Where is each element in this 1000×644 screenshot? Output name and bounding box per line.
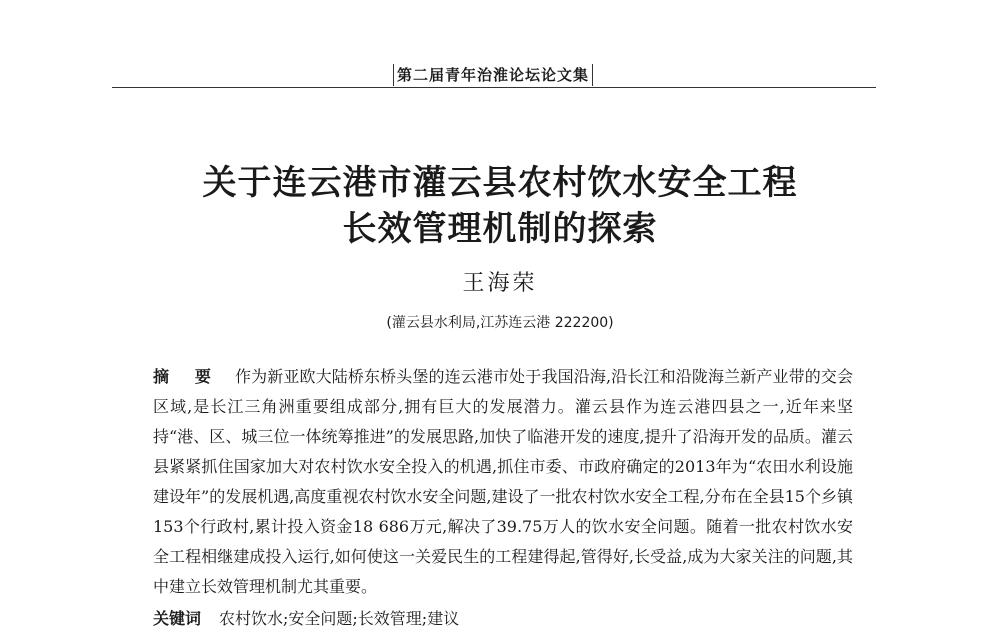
abstract-text: 作为新亚欧大陆桥东桥头堡的连云港市处于我国沿海,沿长江和沿陇海兰新产业带的交会区域,是长江三角洲重要组成部分,拥有巨大的发展潜力。灌云县作为连云港四县之一,近年来坚持“港、区、城三位一体统筹推进”的发展思路,加快了临港开发的速度,提升了沿海开发的品质。灌云县紧紧抓住国家加大对农村饮水安全投入的机遇,抓住市委、市政府确定的2013年为“农田水利设施建设年”的发展机遇,高度重视农村饮水安全问题,建设了一批农村饮水安全工程,分布在全县15个乡镇153个行政村,累计投入资金18 686万元,解决了39.75万人的饮水安全问题。随着一批农村饮水安全工程相继建成投入运行,如何使这一关爱民生的工程建得起,管得好,长受益,成为大家关注的问题,其中建立长效管理机制尤其重要。 (153, 367, 853, 596)
abstract (153, 362, 853, 602)
author-name: 王海荣 (462, 271, 538, 296)
paper-title-line-2: 长效管理机制的探索 (342, 209, 658, 249)
header-rule (112, 87, 876, 88)
paper-title-line-1: 关于连云港市灌云县农村饮水安全工程 (202, 163, 798, 203)
keywords (153, 605, 853, 633)
author-affiliation: (灌云县水利局,江苏连云港 222200) (386, 315, 614, 331)
running-header: 第二届青年治淮论坛论文集 (393, 64, 593, 86)
keywords-label: 关键词 (153, 609, 202, 628)
abstract-label: 摘 要 (153, 367, 221, 386)
keywords-text: 农村饮水;安全问题;长效管理;建议 (219, 609, 460, 628)
